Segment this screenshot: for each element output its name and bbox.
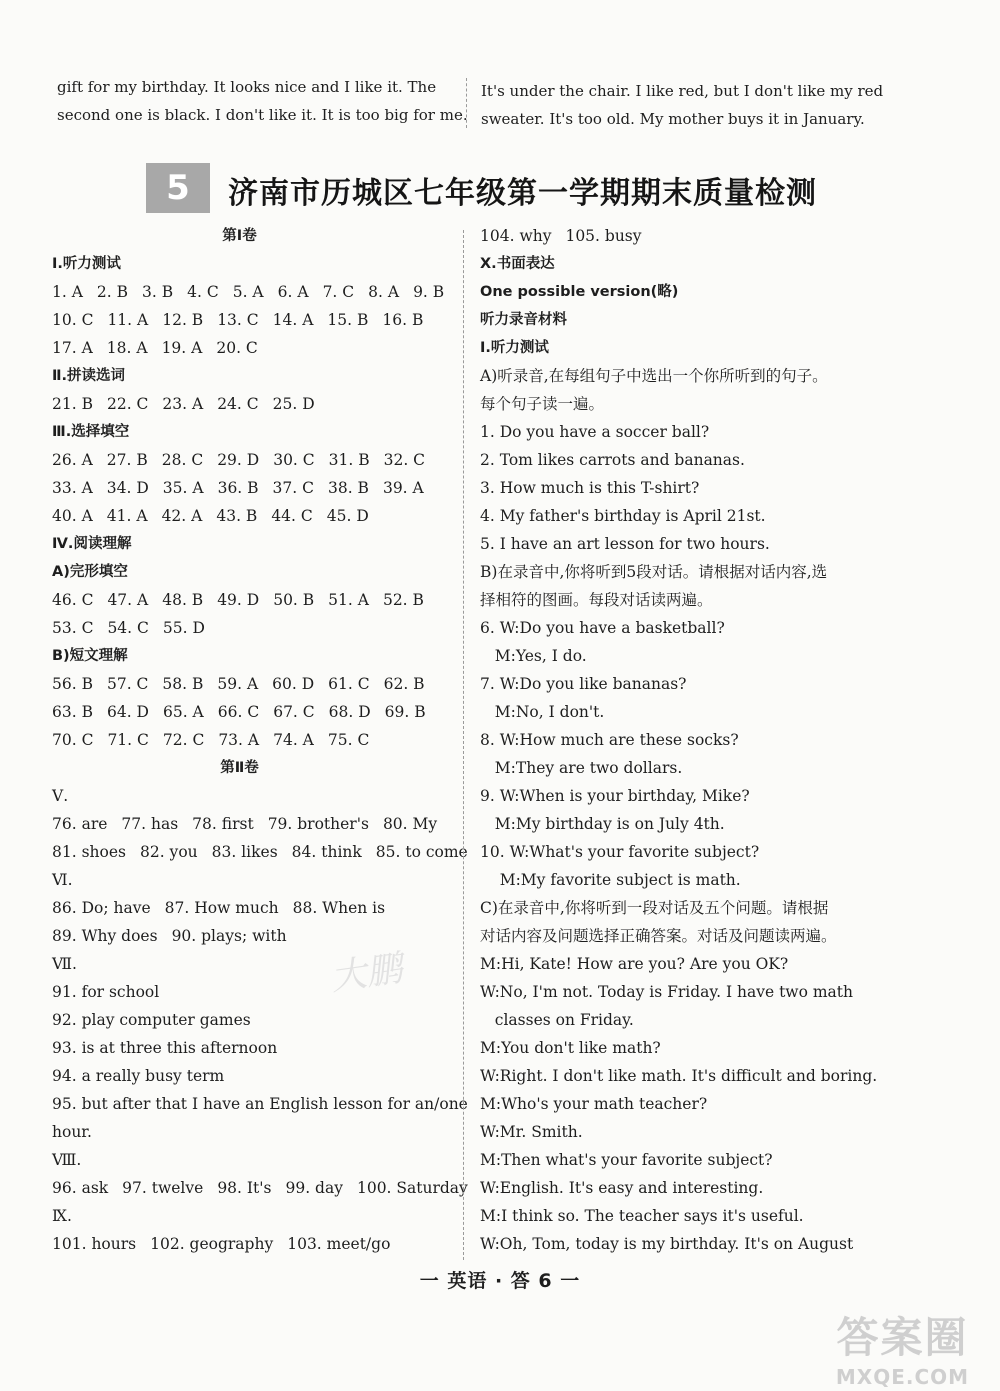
- left-answer-column: [52, 222, 468, 1258]
- answer-item: 81. shoes: [52, 843, 126, 861]
- answer-item: 103. meet/go: [287, 1235, 391, 1253]
- text-line: It's under the chair. I like red, but I don't like my red: [481, 82, 884, 100]
- answer-item: 53. C: [52, 619, 94, 637]
- text-line: 对话内容及问题选择正确答案。对话及问题读两遍。: [480, 927, 837, 945]
- text-line: W:Oh, Tom, today is my birthday. It's on August: [480, 1235, 854, 1253]
- section-heading: One possible version(略): [480, 284, 679, 300]
- column-divider: [463, 230, 464, 1260]
- answer-row: [52, 390, 447, 418]
- answer-item: 36. B: [217, 479, 259, 497]
- text-line: 每个句子读一遍。: [480, 395, 605, 413]
- answer-item: 50. B: [273, 591, 315, 609]
- answer-item: 11. A: [107, 311, 149, 329]
- answer-item: 97. twelve: [122, 1179, 204, 1197]
- text-line: Ⅷ.: [52, 1151, 82, 1169]
- answer-item: 43. B: [216, 507, 258, 525]
- text-line: 7. W:Do you like bananas?: [480, 675, 687, 693]
- answer-item: 42. A: [161, 507, 203, 525]
- text-line: 95. but after that I have an English lesson for an/one: [52, 1095, 468, 1113]
- answer-item: 1. A: [52, 283, 83, 301]
- answer-item: 28. C: [161, 451, 204, 469]
- answer-item: 20. C: [216, 339, 258, 357]
- answer-item: 27. B: [106, 451, 148, 469]
- answer-item: 87. How much: [164, 899, 279, 917]
- answer-item: 12. B: [162, 311, 204, 329]
- answer-item: 14. A: [272, 311, 314, 329]
- answer-item: 3. B: [142, 283, 174, 301]
- answer-row: [52, 726, 447, 754]
- text-line: M:Hi, Kate! How are you? Are you OK?: [480, 955, 789, 973]
- text-line: 4. My father's birthday is April 21st.: [480, 507, 766, 525]
- answer-item: 70. C: [52, 731, 94, 749]
- answer-item: 78. first: [192, 815, 254, 833]
- answer-row: [52, 446, 447, 474]
- answer-item: 18. A: [106, 339, 148, 357]
- text-line: second one is black. I don't like it. It is too big for me.: [57, 106, 468, 124]
- section-heading: 听力录音材料: [480, 312, 567, 328]
- text-line: 8. W:How much are these socks?: [480, 731, 739, 749]
- answer-item: 23. A: [162, 395, 204, 413]
- answer-item: 45. D: [326, 507, 369, 525]
- text-line: 10. W:What's your favorite subject?: [480, 843, 760, 861]
- answer-item: 88. When is: [292, 899, 386, 917]
- answer-item: 76. are: [52, 815, 108, 833]
- text-line: M:I think so. The teacher says it's useful.: [480, 1207, 804, 1225]
- text-line: 9. W:When is your birthday, Mike?: [480, 787, 750, 805]
- answer-item: 80. My: [382, 815, 438, 833]
- text-line: 2. Tom likes carrots and bananas.: [480, 451, 745, 469]
- text-line: M:They are two dollars.: [480, 759, 683, 777]
- answer-item: 61. C: [328, 675, 370, 693]
- answer-item: 13. C: [217, 311, 259, 329]
- section-heading: B)短文理解: [52, 648, 128, 664]
- answer-item: 96. ask: [52, 1179, 109, 1197]
- text-line: W:English. It's easy and interesting.: [480, 1179, 764, 1197]
- answer-item: 102. geography: [150, 1235, 274, 1253]
- answer-row: [52, 278, 447, 306]
- answer-item: 17. A: [52, 339, 93, 357]
- answer-item: 19. A: [161, 339, 203, 357]
- answer-item: 99. day: [285, 1179, 343, 1197]
- answer-item: 44. C: [271, 507, 313, 525]
- answer-item: 104. why: [480, 227, 552, 245]
- answer-item: 66. C: [217, 703, 260, 721]
- answer-item: 37. C: [272, 479, 314, 497]
- text-line: C)在录音中,你将听到一段对话及五个问题。请根据: [480, 899, 829, 917]
- answer-item: 29. D: [217, 451, 260, 469]
- text-line: 3. How much is this T-shirt?: [480, 479, 700, 497]
- watermark-center: 大鹏: [327, 948, 405, 999]
- text-line: 6. W:Do you have a basketball?: [480, 619, 725, 637]
- section-title: 济南市历城区七年级第一学期期末质量检测: [228, 176, 817, 211]
- answer-item: 55. D: [162, 619, 205, 637]
- answer-row: [52, 894, 447, 922]
- text-line: Ⅵ.: [52, 871, 73, 889]
- answer-item: 26. A: [52, 451, 93, 469]
- watermark-logo-url: MXQE.COM: [835, 1365, 970, 1389]
- answer-item: 83. likes: [211, 843, 278, 861]
- answer-row: [52, 474, 447, 502]
- answer-item: 15. B: [327, 311, 369, 329]
- answer-item: 90. plays; with: [171, 927, 287, 945]
- answer-item: 32. C: [383, 451, 426, 469]
- answer-row: [480, 222, 890, 250]
- answer-item: 52. B: [382, 591, 424, 609]
- text-line: M:Yes, I do.: [480, 647, 587, 665]
- answer-item: 33. A: [52, 479, 93, 497]
- answer-item: 49. D: [217, 591, 260, 609]
- answer-row: [52, 1174, 468, 1202]
- answer-row: [52, 614, 447, 642]
- answer-item: 51. A: [328, 591, 369, 609]
- answer-row: [52, 670, 447, 698]
- text-line: M:Who's your math teacher?: [480, 1095, 708, 1113]
- answer-item: 71. C: [107, 731, 149, 749]
- answer-item: 86. Do; have: [52, 899, 151, 917]
- answer-item: 5. A: [232, 283, 264, 301]
- section-number-badge: 5: [146, 163, 210, 213]
- right-answer-column: [480, 222, 890, 1258]
- section-heading: Ⅲ.选择填空: [52, 424, 130, 440]
- answer-row: [52, 334, 447, 362]
- answer-item: 4. C: [187, 283, 219, 301]
- answer-item: 82. you: [139, 843, 198, 861]
- text-line: Ⅸ.: [52, 1207, 72, 1225]
- answer-item: 8. A: [368, 283, 400, 301]
- text-line: hour.: [52, 1123, 92, 1141]
- answer-item: 65. A: [162, 703, 204, 721]
- answer-item: 75. C: [327, 731, 370, 749]
- text-line: 5. I have an art lesson for two hours.: [480, 535, 770, 553]
- answer-item: 101. hours: [52, 1235, 137, 1253]
- answer-item: 100. Saturday: [356, 1179, 468, 1197]
- text-line: 择相符的图画。每段对话读两遍。: [480, 591, 713, 609]
- answer-row: [52, 810, 447, 838]
- answer-item: 7. C: [322, 283, 355, 301]
- text-line: 91. for school: [52, 983, 160, 1001]
- answer-item: 6. A: [277, 283, 309, 301]
- section-heading: A)完形填空: [52, 564, 128, 580]
- text-line: M:My birthday is on July 4th.: [480, 815, 725, 833]
- answer-item: 2. B: [96, 283, 129, 301]
- column-divider: [466, 78, 467, 128]
- answer-item: 62. B: [383, 675, 425, 693]
- answer-item: 21. B: [52, 395, 93, 413]
- text-line: M:You don't like math?: [480, 1039, 661, 1057]
- text-line: W:Right. I don't like math. It's difficult and boring.: [480, 1067, 878, 1085]
- answer-row: [52, 502, 447, 530]
- answer-item: 38. B: [327, 479, 369, 497]
- answer-item: 9. B: [413, 283, 445, 301]
- text-line: Ⅶ.: [52, 955, 77, 973]
- text-line: 94. a really busy term: [52, 1067, 225, 1085]
- answer-item: 31. B: [328, 451, 370, 469]
- section-heading: Ⅰ.听力测试: [52, 256, 121, 272]
- section-heading: Ⅳ.阅读理解: [52, 536, 132, 552]
- answer-item: 10. C: [52, 311, 94, 329]
- watermark-logo-text: 答案圈: [836, 1313, 969, 1362]
- text-line: M:Then what's your favorite subject?: [480, 1151, 773, 1169]
- answer-item: 68. D: [328, 703, 371, 721]
- answer-item: 30. C: [273, 451, 315, 469]
- answer-item: 60. D: [272, 675, 315, 693]
- top-left-text: [57, 73, 468, 129]
- answer-item: 72. C: [162, 731, 205, 749]
- text-line: 93. is at three this afternoon: [52, 1039, 278, 1057]
- answer-item: 63. B: [52, 703, 93, 721]
- answer-item: 74. A: [273, 731, 314, 749]
- answer-item: 84. think: [291, 843, 362, 861]
- text-line: 92. play computer games: [52, 1011, 251, 1029]
- answer-item: 58. B: [162, 675, 204, 693]
- answer-item: 46. C: [52, 591, 94, 609]
- text-line: classes on Friday.: [480, 1011, 634, 1029]
- section-heading: Ⅱ.拼读选词: [52, 368, 126, 384]
- answer-item: 41. A: [106, 507, 148, 525]
- answer-item: 77. has: [121, 815, 179, 833]
- part-heading: 第Ⅱ卷: [220, 760, 259, 776]
- watermark-logo: [835, 1305, 970, 1389]
- text-line: W:Mr. Smith.: [480, 1123, 583, 1141]
- answer-item: 57. C: [106, 675, 149, 693]
- answer-item: 85. to come: [375, 843, 468, 861]
- answer-row: [52, 306, 447, 334]
- answer-item: 79. brother's: [267, 815, 369, 833]
- answer-item: 47. A: [107, 591, 149, 609]
- answer-item: 73. A: [218, 731, 260, 749]
- answer-item: 98. It's: [217, 1179, 272, 1197]
- text-line: W:No, I'm not. Today is Friday. I have two math: [480, 983, 853, 1001]
- answer-row: [52, 586, 447, 614]
- answer-item: 64. D: [106, 703, 149, 721]
- answer-item: 59. A: [217, 675, 259, 693]
- answer-item: 16. B: [382, 311, 424, 329]
- part-heading: 第Ⅰ卷: [222, 228, 257, 244]
- page-footer: 一 英语 · 答 6 一: [419, 1270, 581, 1292]
- section-heading: Ⅹ.书面表达: [480, 256, 555, 272]
- section-heading: Ⅰ.听力测试: [480, 340, 549, 356]
- text-line: B)在录音中,你将听到5段对话。请根据对话内容,选: [480, 563, 828, 581]
- answer-item: 34. D: [106, 479, 149, 497]
- text-line: 1. Do you have a soccer ball?: [480, 423, 710, 441]
- text-line: Ⅴ.: [52, 787, 69, 805]
- answer-item: 69. B: [384, 703, 426, 721]
- text-line: M:No, I don't.: [480, 703, 605, 721]
- answer-item: 56. B: [52, 675, 93, 693]
- text-line: sweater. It's too old. My mother buys it in January.: [481, 110, 865, 128]
- answer-item: 39. A: [382, 479, 424, 497]
- text-line: A)听录音,在每组句子中选出一个你所听到的句子。: [480, 367, 828, 385]
- top-right-text: [481, 77, 884, 133]
- answer-item: 48. B: [162, 591, 204, 609]
- answer-row: [52, 1230, 447, 1258]
- answer-row: [52, 698, 447, 726]
- answer-row: [52, 838, 468, 866]
- answer-item: 54. C: [107, 619, 149, 637]
- text-line: gift for my birthday. It looks nice and I like it. The: [57, 78, 437, 96]
- text-line: M:My favorite subject is math.: [480, 871, 741, 889]
- answer-item: 67. C: [273, 703, 315, 721]
- answer-item: 40. A: [52, 507, 93, 525]
- answer-item: 22. C: [106, 395, 149, 413]
- answer-item: 35. A: [162, 479, 204, 497]
- answer-item: 89. Why does: [52, 927, 158, 945]
- answer-item: 25. D: [272, 395, 315, 413]
- answer-item: 105. busy: [565, 227, 642, 245]
- answer-item: 24. C: [217, 395, 259, 413]
